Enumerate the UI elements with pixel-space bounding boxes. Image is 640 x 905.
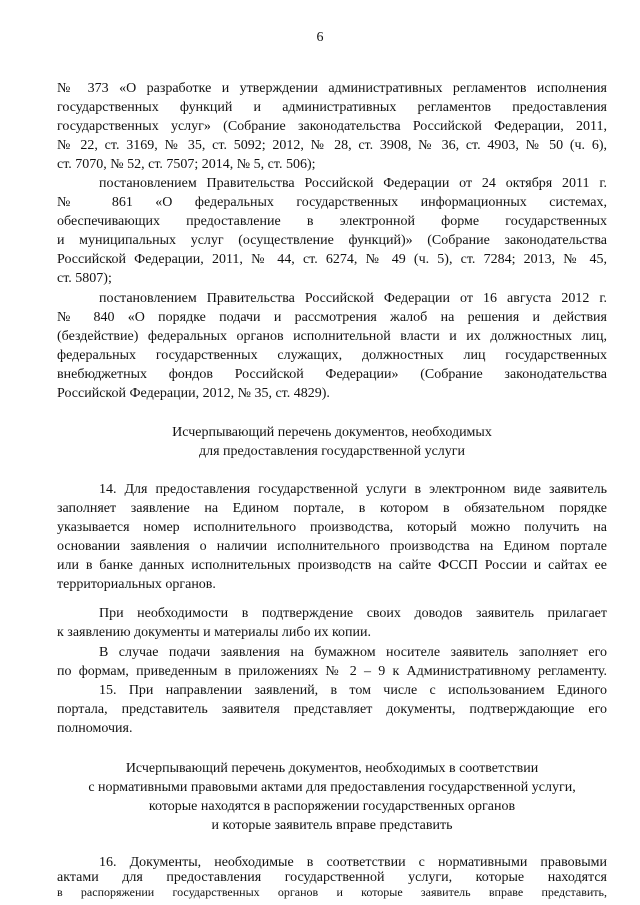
- text-line: № 22, ст. 3169, № 35, ст. 5092; 2012, № 28, ст. 3908, № 36, ст. 4903, № 50 (ч. 6),: [57, 138, 607, 153]
- heading-line: и которые заявитель вправе представить: [211, 818, 453, 833]
- text-line: ст. 5807);: [57, 271, 112, 286]
- text-line: (бездействие) федеральных органов исполнительной власти и их должностных лиц,: [57, 329, 607, 344]
- text-line: № 840 «О порядке подачи и рассмотрения жалоб на решения и действия: [57, 310, 607, 325]
- text-line: 15. При направлении заявлений, в том числе с использованием Единого: [99, 683, 607, 698]
- text-line: территориальных органов.: [57, 577, 216, 592]
- text-line: Российской Федерации, 2011, № 44, ст. 6274, № 49 (ч. 5), ст. 7284; 2013, № 45,: [57, 252, 607, 267]
- text-line: внебюджетных фондов Российской Федерации» (Собрание законодательства: [57, 367, 607, 382]
- text-line: Российской Федерации, 2012, № 35, ст. 4829).: [57, 386, 330, 401]
- text-line: указывается номер исполнительного производства, который можно получить на: [57, 520, 607, 535]
- text-line: При необходимости в подтверждение своих доводов заявитель прилагает: [99, 606, 607, 621]
- text-line: В случае подачи заявления на бумажном носителе заявитель заполняет его: [99, 645, 607, 660]
- text-line: актами для предоставления государственной услуги, которые находятся: [57, 870, 607, 885]
- text-line: обеспечивающих предоставление в электронной форме государственных: [57, 214, 607, 229]
- heading-line: с нормативными правовыми актами для предоставления государственной услуги,: [88, 780, 576, 795]
- text-line: полномочия.: [57, 721, 133, 736]
- text-line: основании заявления о наличии исполнительного производства на Едином портале: [57, 539, 607, 554]
- text-line: ст. 7070, № 52, ст. 7507; 2014, № 5, ст. 506);: [57, 157, 316, 172]
- text-line: № 373 «О разработке и утверждении административных регламентов исполнения: [57, 81, 607, 96]
- text-line: портала, представитель заявителя представляет документы, подтверждающие его: [57, 702, 607, 717]
- text-line: государственных услуг» (Собрание законодательства Российской Федерации, 2011,: [57, 119, 607, 134]
- text-line: № 861 «О федеральных государственных информационных системах,: [57, 195, 607, 210]
- text-line: к заявлению документы и материалы либо их копии.: [57, 625, 372, 640]
- heading-line: которые находятся в распоряжении государственных органов: [148, 799, 516, 814]
- text-line: заполняет заявление на Едином портале, в котором в обязательном порядке: [57, 501, 607, 516]
- text-line: и муниципальных услуг (осуществление функций)» (Собрание законодательства: [57, 233, 607, 248]
- text-line: федеральных государственных служащих, должностных лиц государственных: [57, 348, 607, 363]
- text-line: в распоряжении государственных органов и которые заявитель вправе представить,: [57, 885, 607, 899]
- text-line: [57, 889, 62, 890]
- text-line: постановлением Правительства Российской Федерации от 24 октября 2011 г.: [99, 176, 607, 191]
- heading-line: Исчерпывающий перечень документов, необходимых в соответствии: [125, 761, 539, 776]
- text-line: государственных функций и административных регламентов предоставления: [57, 100, 607, 115]
- heading-line: Исчерпывающий перечень документов, необходимых: [172, 425, 492, 440]
- text-line: 16. Документы, необходимые в соответствии с нормативными правовыми: [99, 855, 607, 870]
- text-line: по формам, приведенным в приложениях № 2 – 9 к Административному регламенту.: [57, 664, 607, 679]
- text-line: 14. Для предоставления государственной услуги в электронном виде заявитель: [99, 482, 607, 497]
- heading-line: для предоставления государственной услуги: [198, 444, 466, 459]
- text-line: постановлением Правительства Российской Федерации от 16 августа 2012 г.: [99, 291, 607, 306]
- text-line: или в банке данных исполнительных производств на сайте ФССП России и сайтах ее: [57, 558, 607, 573]
- page-number: 6: [316, 30, 324, 45]
